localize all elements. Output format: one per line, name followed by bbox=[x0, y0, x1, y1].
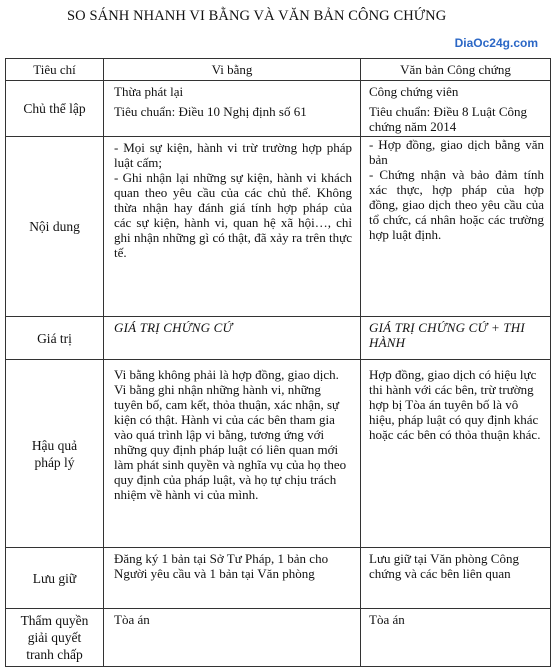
row-label-dispute bbox=[6, 609, 104, 667]
watermark: DiaOc24g.com bbox=[454, 36, 538, 50]
storage-cong-chung-cell: Lưu giữ tại Văn phòng Công chứng và các bên liên quan bbox=[361, 548, 551, 609]
content-vi-bang-item: - Mọi sự kiện, hành vi trừ trường hợp pháp luật cấm; bbox=[114, 140, 352, 170]
header-vi-bang: Vi bằng bbox=[104, 59, 361, 81]
row-label-consequence bbox=[6, 360, 104, 548]
row-label-storage: Lưu giữ bbox=[6, 548, 104, 609]
subject-cong-chung-standard: Tiêu chuẩn: Điều 8 Luật Công chứng năm 2014 bbox=[369, 104, 528, 134]
subject-cong-chung-line: Công chứng viên bbox=[369, 84, 459, 99]
table-row-dispute bbox=[6, 609, 551, 667]
subject-vi-bang-cell bbox=[104, 81, 361, 137]
table-row-value bbox=[6, 317, 551, 360]
row-label-subject: Chủ thể lập bbox=[6, 81, 104, 137]
value-vi-bang-cell: GIÁ TRỊ CHỨNG CỨ bbox=[104, 317, 361, 360]
row-label-dispute-line: giải quyết bbox=[27, 630, 82, 645]
table-header-row bbox=[6, 59, 551, 81]
header-criteria: Tiêu chí bbox=[6, 59, 104, 81]
table-row-content bbox=[6, 137, 551, 317]
page-title: SO SÁNH NHANH VI BẰNG VÀ VĂN BẢN CÔNG CHỨNG bbox=[67, 8, 447, 24]
content-cong-chung-item: - Chứng nhận và bảo đảm tính xác thực, hợp pháp của hợp đồng, giao dịch theo yêu cầu của tổ chức, cá nhân hoặc các trường hợp luật định. bbox=[369, 167, 544, 242]
content-vi-bang-item: - Ghi nhận lại những sự kiện, hành vi khách quan theo yêu cầu của các chủ thể. Không thừa nhận hay đánh giá tính hợp pháp của các sự kiện, hành vi, quan hệ xã hội…, chỉ ghi nhận những gì có thật, đã xảy ra trên thực tế. bbox=[114, 170, 352, 260]
header-van-ban-cong-chung: Văn bản Công chứng bbox=[361, 59, 551, 81]
dispute-cong-chung-cell: Tòa án bbox=[361, 609, 551, 667]
row-label-consequence-line: pháp lý bbox=[34, 454, 75, 470]
value-cong-chung-cell: GIÁ TRỊ CHỨNG CỨ + THI HÀNH bbox=[361, 317, 551, 360]
row-label-value: Giá trị bbox=[6, 317, 104, 360]
subject-vi-bang-line: Thừa phát lại bbox=[114, 84, 184, 99]
table-row-storage bbox=[6, 548, 551, 609]
dispute-vi-bang-cell: Tòa án bbox=[104, 609, 361, 667]
table-row-subject bbox=[6, 81, 551, 137]
row-label-dispute-line: Thẩm quyền bbox=[20, 613, 89, 628]
content-cong-chung-item: - Hợp đồng, giao dịch bằng văn bản bbox=[369, 137, 544, 167]
subject-vi-bang-standard: Tiêu chuẩn: Điều 10 Nghị định số 61 bbox=[114, 104, 307, 119]
storage-vi-bang-cell: Đăng ký 1 bản tại Sở Tư Pháp, 1 bản cho Người yêu cầu và 1 bản tại Văn phòng bbox=[104, 548, 361, 609]
comparison-table bbox=[5, 58, 551, 667]
row-label-dispute-line: tranh chấp bbox=[26, 647, 83, 662]
consequence-vi-bang-cell: Vi bằng không phải là hợp đồng, giao dịch. Vi bằng ghi nhận những hành vi, những tuyên bố, cam kết, thỏa thuận, xác nhận, sự kiện có thật. Hành vi của các bên tham gia vào quá trình lập vi bằng, tương ứng với những quy định pháp luật có liên quan mới làm phát sinh quyền và nghĩa vụ của họ theo quy định của pháp luật, và họ tự chịu trách nhiệm về hành vi của mình. bbox=[104, 360, 361, 548]
consequence-cong-chung-cell: Hợp đồng, giao dịch có hiệu lực thi hành với các bên, trừ trường hợp bị Tòa án tuyên bố là vô hiệu, pháp luật có quy định khác hoặc các bên có thỏa thuận khác. bbox=[361, 360, 551, 548]
content-cong-chung-cell bbox=[361, 137, 551, 317]
table-row-consequence bbox=[6, 360, 551, 548]
subject-cong-chung-cell bbox=[361, 81, 551, 137]
row-label-content: Nội dung bbox=[6, 137, 104, 317]
row-label-consequence-line: Hậu quả bbox=[31, 437, 78, 453]
content-vi-bang-cell bbox=[104, 137, 361, 317]
